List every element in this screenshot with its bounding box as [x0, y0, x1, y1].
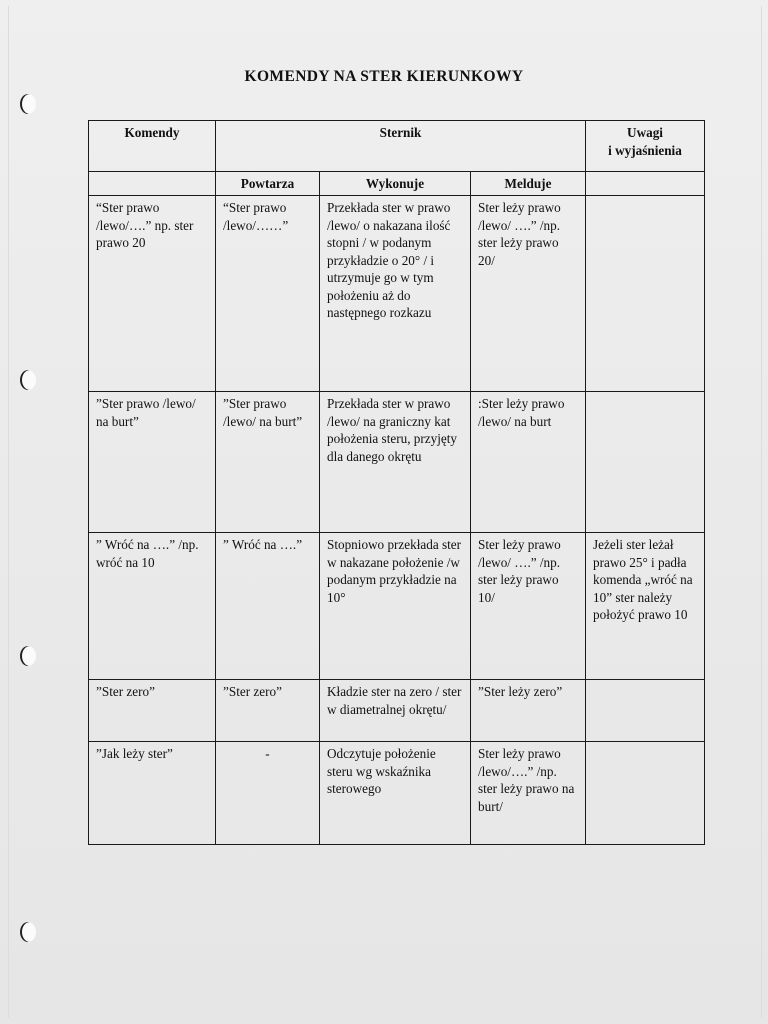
cell-wykonuje: Przekłada ster w prawo /lewo/ o nakazana ilość stopni / w podanym przykładzie o 20° / i utrzymuje go w tym położeniu aż do następnego rozkazu — [320, 196, 471, 392]
table-row — [89, 742, 705, 845]
cell-powtarza: “Ster prawo /lewo/……” — [216, 196, 320, 392]
table-row — [89, 196, 705, 392]
cell-wykonuje: Stopniowo przekłada ster w nakazane położenie /w podanym przykładzie na 10° — [320, 533, 471, 680]
table-header-row — [89, 121, 705, 172]
header-uwagi-line1: Uwagi — [627, 125, 663, 140]
table-subheader-row — [89, 172, 705, 196]
cell-uwagi — [586, 680, 705, 742]
table-row — [89, 533, 705, 680]
cell-komenda: “Ster prawo /lewo/….” np. ster prawo 20 — [89, 196, 216, 392]
commands-table — [88, 120, 705, 845]
cell-melduje: Ster leży prawo /lewo/….” /np. ster leży prawo na burt/ — [471, 742, 586, 845]
cell-komenda: ” Wróć na ….” /np. wróć na 10 — [89, 533, 216, 680]
subheader-powtarza: Powtarza — [216, 172, 320, 196]
cell-powtarza: ”Ster zero” — [216, 680, 320, 742]
header-komendy: Komendy — [89, 121, 216, 172]
binder-hole — [20, 370, 36, 390]
binder-hole — [20, 922, 36, 942]
binder-hole — [20, 94, 36, 114]
cell-powtarza: - — [216, 742, 320, 845]
table-row — [89, 680, 705, 742]
subheader-melduje: Melduje — [471, 172, 586, 196]
cell-uwagi — [586, 196, 705, 392]
cell-wykonuje: Przekłada ster w prawo /lewo/ na graniczny kat położenia steru, przyjęty dla danego okrętu — [320, 392, 471, 533]
table-row — [89, 392, 705, 533]
cell-melduje: ”Ster leży zero” — [471, 680, 586, 742]
subheader-empty — [89, 172, 216, 196]
binder-hole — [20, 646, 36, 666]
subheader-wykonuje: Wykonuje — [320, 172, 471, 196]
header-uwagi-line2: i wyjaśnienia — [608, 142, 682, 158]
cell-melduje: Ster leży prawo /lewo/ ….” /np. ster leży prawo 10/ — [471, 533, 586, 680]
cell-komenda: ”Ster prawo /lewo/ na burt” — [89, 392, 216, 533]
header-sternik: Sternik — [216, 121, 586, 172]
cell-melduje: Ster leży prawo /lewo/ ….” /np. ster leży prawo 20/ — [471, 196, 586, 392]
cell-uwagi — [586, 392, 705, 533]
subheader-uwagi-empty — [586, 172, 705, 196]
cell-melduje: :Ster leży prawo /lewo/ na burt — [471, 392, 586, 533]
cell-uwagi: Jeżeli ster leżał prawo 25° i padła komenda „wróć na 10” ster należy położyć prawo 10 — [586, 533, 705, 680]
cell-powtarza: ” Wróć na ….” — [216, 533, 320, 680]
cell-wykonuje: Odczytuje położenie steru wg wskaźnika sterowego — [320, 742, 471, 845]
cell-komenda: ”Ster zero” — [89, 680, 216, 742]
header-uwagi — [586, 121, 705, 172]
cell-komenda: ”Jak leży ster” — [89, 742, 216, 845]
cell-powtarza: ”Ster prawo /lewo/ na burt” — [216, 392, 320, 533]
page-title: KOMENDY NA STER KIERUNKOWY — [244, 68, 524, 85]
cell-wykonuje: Kładzie ster na zero / ster w diametralnej okrętu/ — [320, 680, 471, 742]
cell-uwagi — [586, 742, 705, 845]
